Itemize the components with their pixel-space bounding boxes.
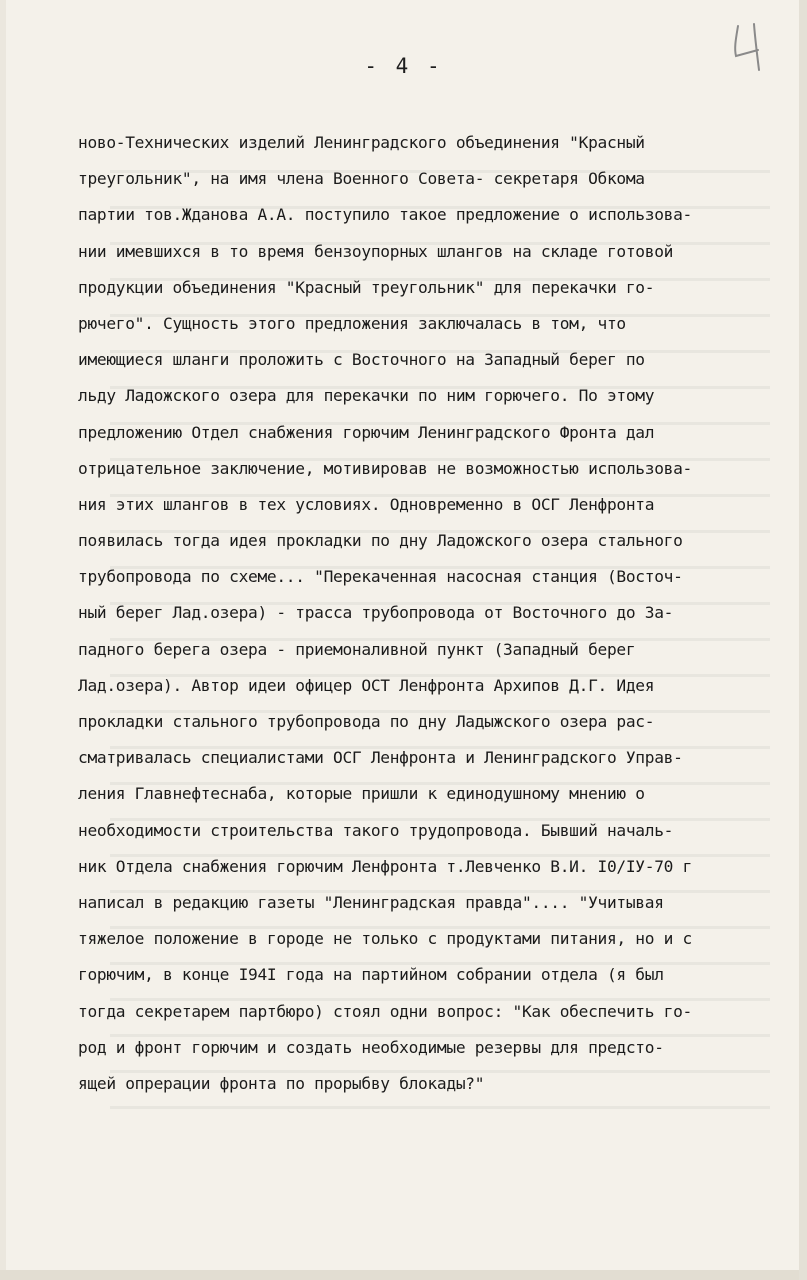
page-bottom-edge (0, 1270, 807, 1280)
text-line: тогда секретарем партбюро) стоял одни вопрос: "Как обеспечить го- (78, 1001, 692, 1021)
text-line: необходимости строительства такого трудопровода. Бывший началь- (78, 820, 674, 840)
text-line: треугольник", на имя члена Военного Совета- секретаря Обкома (78, 169, 645, 189)
text-line: тяжелое положение в городе не только с продуктами питания, но и с (78, 929, 692, 949)
text-line: горючим, в конце I94I года на партийном собрании отдела (я был (78, 965, 664, 985)
text-line: ник Отдела снабжения горючим Ленфронта т.Левченко В.И. I0/IУ-70 г (78, 856, 692, 876)
text-line: ления Главнефтеснаба, которые пришли к единодушному мнению о (78, 784, 645, 804)
page-left-edge (0, 0, 6, 1280)
text-line: появилась тогда идея прокладки по дну Ладожского озера стального (78, 531, 683, 551)
page-number: - 4 - (364, 54, 443, 78)
text-line: предложению Отдел снабжения горючим Ленинградского Фронта дал (78, 422, 655, 442)
text-line: прокладки стального трубопровода по дну Ладыжского озера рас- (78, 712, 655, 731)
text-line: отрицательное заключение, мотивировав не возможностью использова- (78, 458, 692, 478)
text-line: сматривалась специалистами ОСГ Ленфронта и Ленинградского Управ- (78, 748, 683, 768)
text-line: рючего". Сущность этого предложения заключалась в том, что (78, 313, 626, 333)
text-line: ный берег Лад.озера) - трасса трубопровода от Восточного до За- (78, 603, 674, 623)
text-line: падного берега озера - приемоналивной пункт (Западный берег (78, 639, 636, 659)
text-line: имеющиеся шланги проложить с Восточного на Западный берег по (78, 350, 645, 370)
text-line: трубопровода по схеме... "Перекаченная насосная станция (Восточ- (78, 567, 683, 587)
typewritten-body (78, 125, 783, 1102)
text-line: нии имевшихся в то время бензоупорных шлангов на складе готовой (78, 241, 674, 261)
text-line: продукции объединения "Красный треугольник" для перекачки го- (78, 277, 655, 297)
text-line: партии тов.Жданова А.А. поступило такое предложение о использова- (78, 205, 692, 225)
text-line: льду Ладожского озера для перекачки по ним горючего. По этому (78, 386, 655, 406)
text-line: ново-Технических изделий Ленинградского объединения "Красный (78, 133, 645, 152)
text-line: написал в редакцию газеты "Ленинградская правда".... "Учитывая (78, 892, 664, 912)
text-line: ния этих шлангов в тех условиях. Одновременно в ОСГ Ленфронта (78, 494, 655, 514)
text-line: ящей опрерации фронта по прорыбву блокады?" (78, 1073, 485, 1093)
text-line: род и фронт горючим и создать необходимые резервы для предсто- (78, 1037, 664, 1057)
text-line: Лад.озера). Автор идеи офицер ОСТ Ленфронта Архипов Д.Г. Идея (78, 675, 655, 695)
